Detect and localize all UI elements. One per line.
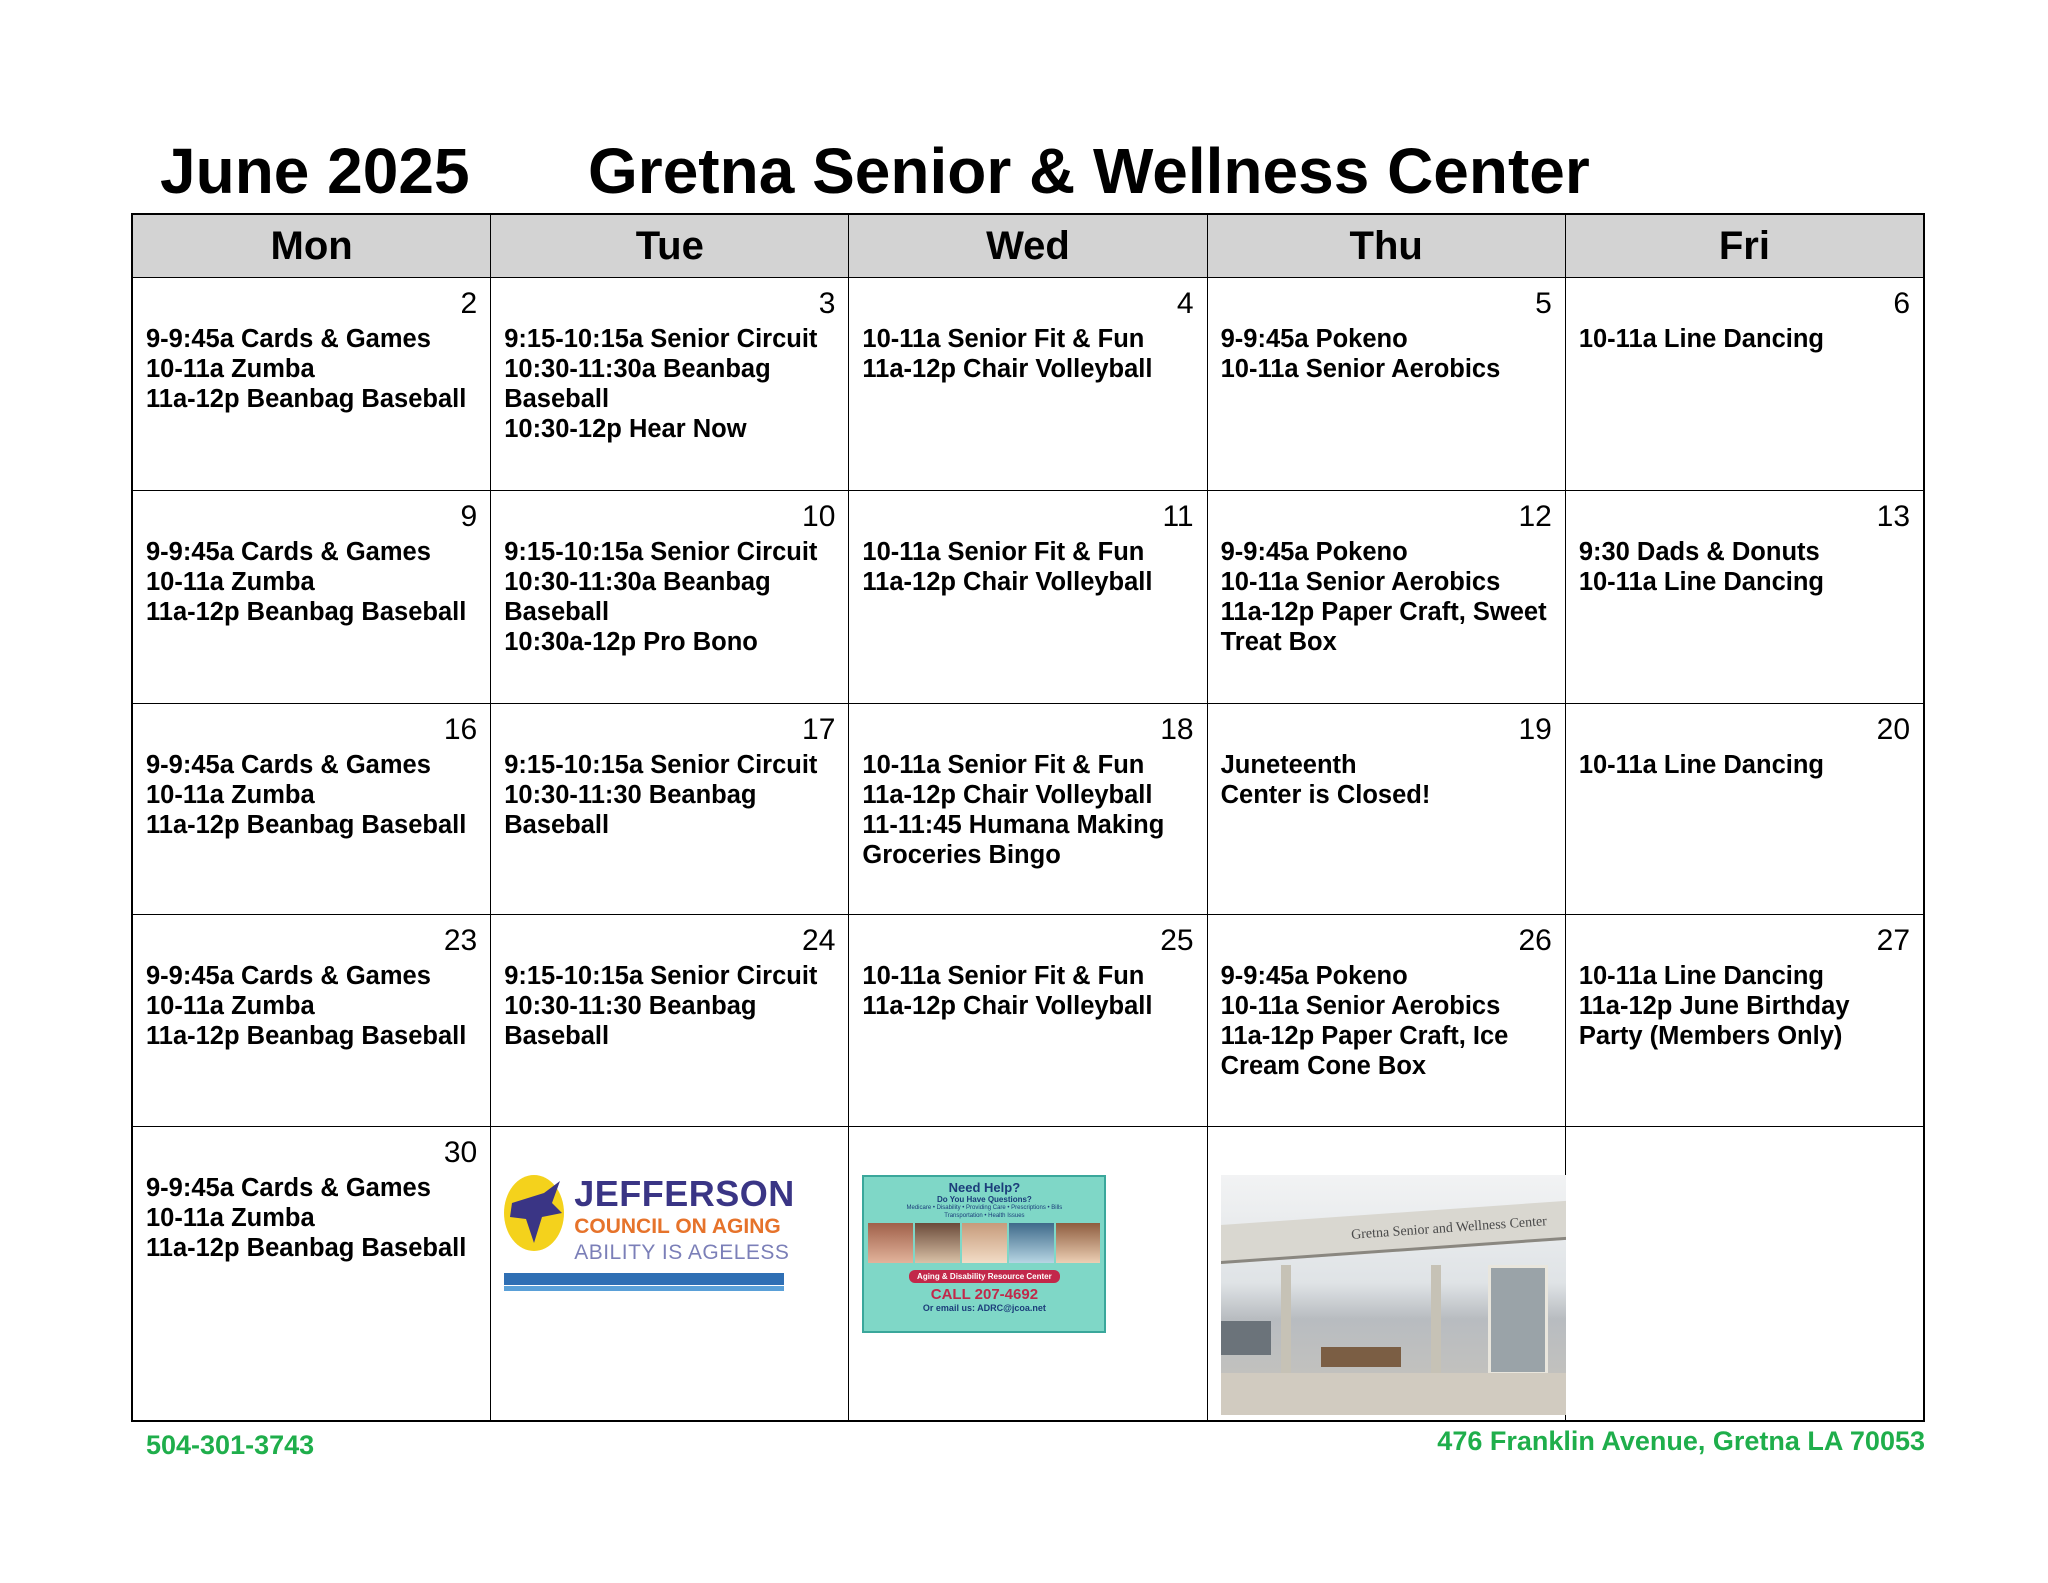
day-cell (1208, 491, 1566, 703)
day-cell (849, 915, 1207, 1126)
event-item: 10:30-11:30 Beanbag Baseball (504, 781, 757, 839)
event-list (146, 961, 484, 1051)
event-item: 10-11a Zumba (146, 992, 315, 1020)
day-cell (133, 1127, 491, 1420)
event-item: 9:30 Dads & Donuts (1578, 538, 1820, 566)
event-item: 9-9:45a Cards & Games (146, 962, 431, 990)
event-list (1579, 537, 1917, 597)
event-item: 10:30-11:30a Beanbag Baseball (504, 568, 771, 626)
event-item: 10-11a Line Dancing (1578, 568, 1824, 596)
day-cell (849, 1127, 1207, 1420)
event-list (504, 537, 842, 657)
event-list (1221, 537, 1559, 657)
event-item: 9-9:45a Cards & Games (146, 751, 431, 779)
day-number: 26 (1518, 924, 1552, 957)
event-list (504, 324, 842, 444)
event-item: 11a-12p Beanbag Baseball (146, 598, 467, 626)
event-item: 11a-12p Beanbag Baseball (146, 1234, 467, 1262)
event-item: 11-11:45 Humana Making Groceries Bingo (862, 811, 1165, 869)
event-item: 11a-12p Beanbag Baseball (146, 1022, 467, 1050)
event-list (1221, 750, 1559, 810)
event-list (504, 961, 842, 1051)
day-number: 16 (443, 713, 478, 746)
event-list (146, 537, 484, 627)
weekday-mon: Mon (133, 215, 491, 277)
event-item: 10:30-12p Hear Now (504, 415, 747, 443)
day-number: 18 (1160, 713, 1194, 746)
event-item: 10-11a Senior Aerobics (1220, 568, 1501, 596)
week-row (133, 278, 1923, 491)
event-list (1579, 961, 1917, 1051)
event-item: 10:30-11:30 Beanbag Baseball (504, 992, 757, 1050)
flyer-email: Or email us: ADRC@jcoa.net (922, 1303, 1046, 1313)
weekday-tue: Tue (491, 215, 849, 277)
event-item: 10-11a Line Dancing (1578, 962, 1824, 990)
day-cell (491, 1127, 849, 1420)
day-number: 10 (802, 500, 836, 533)
event-item: 10-11a Senior Fit & Fun (862, 325, 1145, 353)
event-item: 11a-12p Paper Craft, Sweet Treat Box (1220, 598, 1547, 656)
event-item: 9:15-10:15a Senior Circuit (504, 325, 818, 353)
day-cell (133, 915, 491, 1126)
building-sign: Gretna Senior and Wellness Center (1350, 1214, 1547, 1243)
day-number: 12 (1518, 500, 1552, 533)
event-list (862, 750, 1200, 870)
week-row (133, 915, 1923, 1127)
event-item: 9:15-10:15a Senior Circuit (504, 751, 818, 779)
event-item: 10-11a Senior Aerobics (1220, 992, 1501, 1020)
event-item: 11a-12p Chair Volleyball (862, 355, 1153, 383)
event-list (1579, 324, 1917, 354)
event-item: 9-9:45a Pokeno (1220, 962, 1408, 990)
jcoa-subtitle: COUNCIL ON AGING (574, 1215, 781, 1238)
logo-bar (504, 1286, 784, 1291)
event-item: 10-11a Senior Fit & Fun (862, 538, 1145, 566)
event-item: 9-9:45a Pokeno (1220, 538, 1408, 566)
event-item: 9-9:45a Cards & Games (146, 325, 431, 353)
event-list (146, 324, 484, 414)
day-cell (1566, 915, 1923, 1126)
day-number: 30 (443, 1136, 478, 1169)
flyer-topics: Medicare • Disability • Providing Care • Prescriptions • Bills (906, 1205, 1063, 1211)
event-item: 9-9:45a Pokeno (1220, 325, 1408, 353)
day-cell (1208, 915, 1566, 1126)
event-item: 10:30-11:30a Beanbag Baseball (504, 355, 771, 413)
event-list (1221, 961, 1559, 1081)
jcoa-tagline: ABILITY IS AGELESS (574, 1241, 790, 1264)
event-item: 10-11a Senior Aerobics (1220, 355, 1501, 383)
week-row (133, 491, 1923, 704)
logo-bar (504, 1273, 784, 1285)
building-door (1488, 1265, 1548, 1375)
day-number: 25 (1160, 924, 1194, 957)
day-number: 27 (1876, 924, 1911, 957)
event-item: 10-11a Zumba (146, 355, 315, 383)
day-number: 2 (460, 287, 478, 320)
day-number: 19 (1518, 713, 1552, 746)
event-item: 11a-12p Paper Craft, Ice Cream Cone Box (1220, 1022, 1509, 1080)
day-number: 5 (1535, 287, 1552, 320)
event-item: 11a-12p June Birthday Party (Members Only) (1578, 992, 1850, 1050)
day-number: 11 (1162, 500, 1194, 533)
flyer-badge: Aging & Disability Resource Center (909, 1270, 1060, 1283)
weekday-wed: Wed (849, 215, 1207, 277)
event-list (504, 750, 842, 840)
event-item: 9:15-10:15a Senior Circuit (504, 538, 818, 566)
week-row (133, 1127, 1923, 1420)
day-cell (1566, 491, 1923, 703)
day-cell (491, 915, 849, 1126)
building-photo (1221, 1175, 1566, 1415)
building-ground (1221, 1373, 1566, 1415)
flyer-topics-2: Transportation • Health Issues (944, 1213, 1025, 1219)
day-cell (491, 278, 849, 490)
day-cell (1208, 278, 1566, 490)
flyer-heading: Need Help? (948, 1180, 1021, 1195)
week-row (133, 704, 1923, 915)
day-cell (1566, 704, 1923, 914)
building-post (1431, 1265, 1441, 1375)
event-item: 10-11a Line Dancing (1578, 751, 1824, 779)
event-item: Center is Closed! (1220, 781, 1431, 809)
day-cell (1208, 704, 1566, 914)
event-item: 11a-12p Chair Volleyball (862, 781, 1153, 809)
event-list (1579, 750, 1917, 780)
day-cell (849, 278, 1207, 490)
flyer-call: CALL 207-4692 (930, 1286, 1039, 1303)
weekday-thu: Thu (1208, 215, 1566, 277)
building-car (1221, 1321, 1271, 1355)
weekday-header-row (133, 215, 1923, 278)
day-cell (133, 278, 491, 490)
day-cell (849, 491, 1207, 703)
day-cell (1208, 1127, 1566, 1420)
day-cell (849, 704, 1207, 914)
building-bench (1321, 1347, 1401, 1367)
day-number: 20 (1876, 713, 1911, 746)
day-number: 9 (460, 500, 478, 533)
event-list (1221, 324, 1559, 384)
event-item: 11a-12p Beanbag Baseball (146, 811, 467, 839)
flyer-photos (868, 1223, 1100, 1263)
jcoa-logo (504, 1173, 795, 1295)
event-item: 10-11a Zumba (146, 781, 315, 809)
event-item: 10-11a Zumba (146, 1204, 315, 1232)
event-list (862, 324, 1200, 384)
event-list (862, 537, 1200, 597)
event-item: 11a-12p Chair Volleyball (862, 992, 1153, 1020)
footer-address: 476 Franklin Avenue, Gretna LA 70053 (1437, 1426, 1925, 1456)
jcoa-title: JEFFERSON (574, 1173, 795, 1214)
day-number: 3 (818, 287, 836, 320)
day-number: 13 (1876, 500, 1911, 533)
building-post (1281, 1265, 1291, 1375)
day-number: 6 (1893, 287, 1911, 320)
event-list (862, 961, 1200, 1021)
event-item: 10-11a Senior Fit & Fun (862, 962, 1145, 990)
day-cell (1566, 1127, 1923, 1420)
event-list (146, 750, 484, 840)
weekday-fri: Fri (1718, 224, 1770, 268)
event-item: 11a-12p Chair Volleyball (862, 568, 1153, 596)
day-number: 23 (443, 924, 478, 957)
day-cell (1566, 278, 1923, 490)
day-cell (491, 491, 849, 703)
month-title: June 2025 (160, 135, 470, 207)
event-item: 11a-12p Beanbag Baseball (146, 385, 467, 413)
adrc-flyer (862, 1175, 1106, 1333)
day-cell (133, 491, 491, 703)
footer-phone: 504-301-3743 (146, 1430, 315, 1460)
event-item: 10-11a Zumba (146, 568, 315, 596)
event-item: 10-11a Line Dancing (1578, 325, 1824, 353)
day-number: 17 (802, 713, 836, 746)
dove-logo-icon (504, 1173, 566, 1253)
day-cell (133, 704, 491, 914)
flyer-question: Do You Have Questions? (936, 1195, 1032, 1204)
event-list (146, 1173, 484, 1263)
day-number: 4 (1176, 287, 1194, 320)
event-item: 9:15-10:15a Senior Circuit (504, 962, 818, 990)
calendar-grid (131, 213, 1925, 1422)
event-item: 10:30a-12p Pro Bono (504, 628, 758, 656)
event-item: 10-11a Senior Fit & Fun (862, 751, 1145, 779)
event-item: 9-9:45a Cards & Games (146, 1174, 431, 1202)
center-name: Gretna Senior & Wellness Center (588, 135, 1590, 207)
event-item: 9-9:45a Cards & Games (146, 538, 431, 566)
day-cell (491, 704, 849, 914)
day-number: 24 (802, 924, 836, 957)
event-item: Juneteenth (1220, 751, 1357, 779)
